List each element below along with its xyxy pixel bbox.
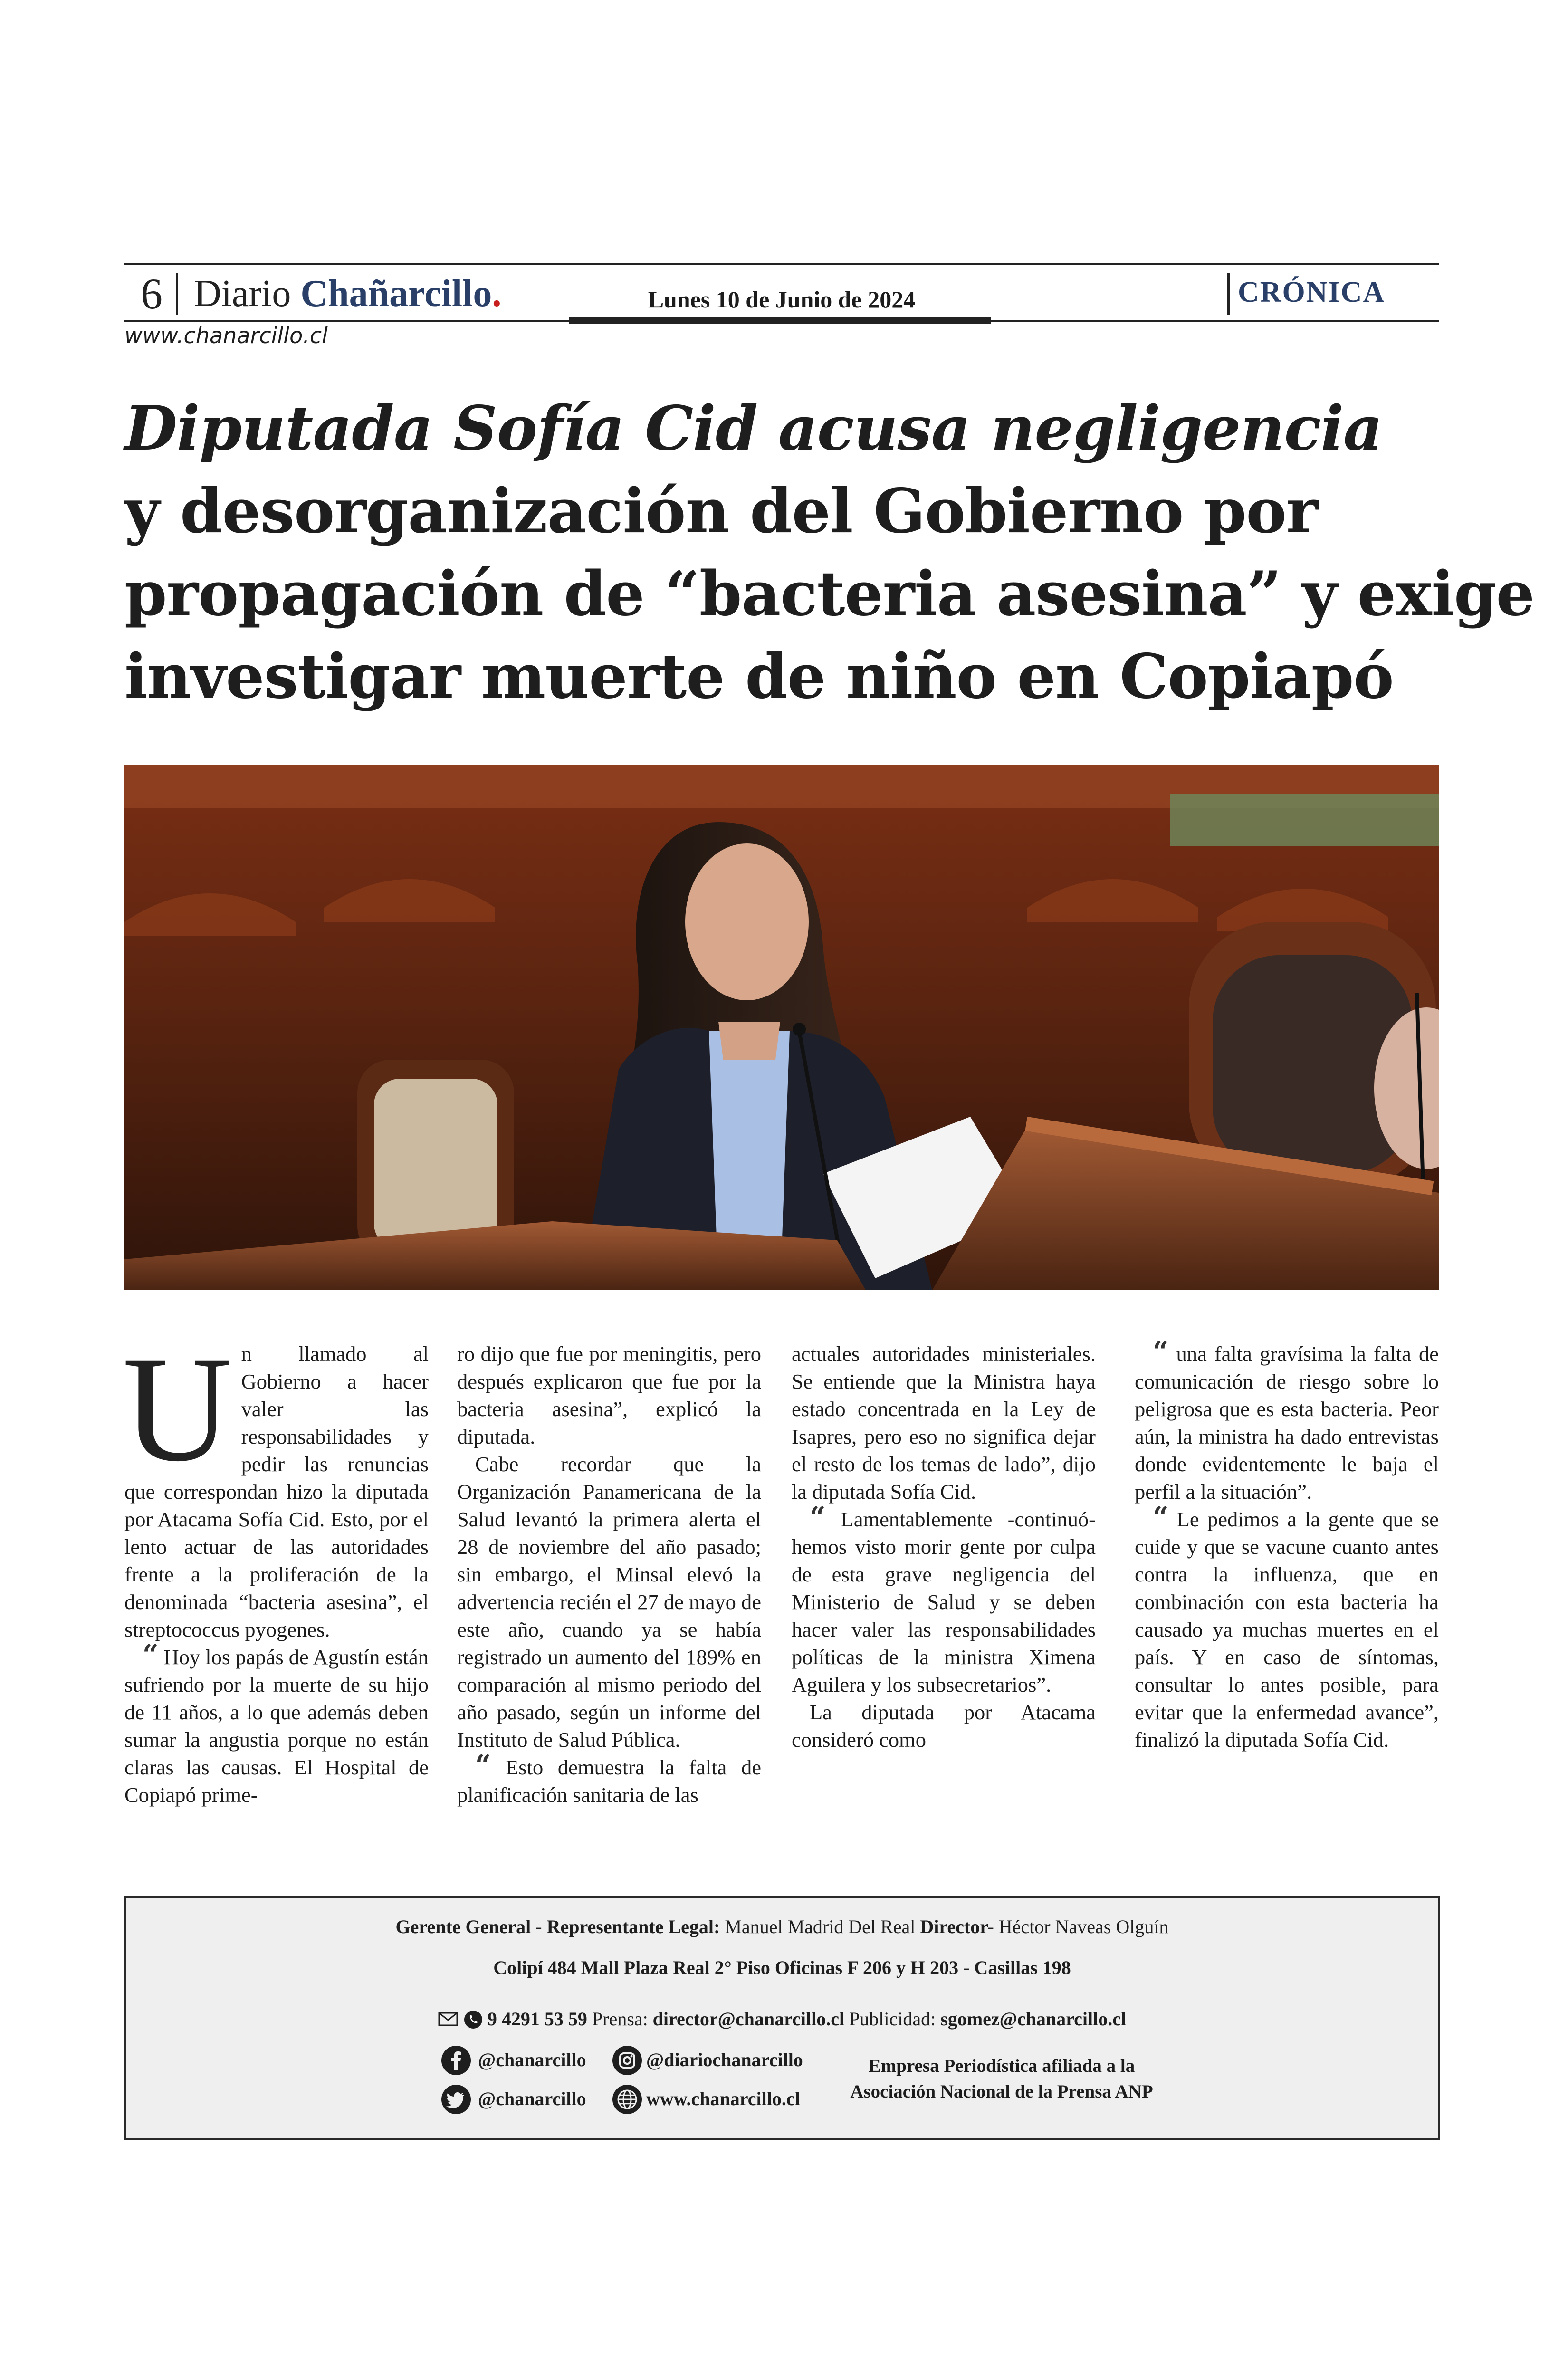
article-column-3: [792, 1340, 1096, 1753]
twitter-handle[interactable]: @chanarcillo: [478, 2088, 586, 2109]
publicidad-email[interactable]: sgomez@chanarcillo.cl: [940, 2008, 1127, 2030]
paragraph-text: n llamado al Gobierno a hacer valer las responsabilidades y pedir las renuncias que correspondan hizo la diputada por Atacama Sofía Cid. Esto, por el lento actuar de las autoridades frente a la proliferación de la denominada “bacteria asesina”, el streptococcus pyogenes.: [124, 1342, 429, 1641]
article-column-2: [457, 1340, 761, 1809]
quote-mark-icon: “: [475, 1749, 491, 1781]
article-paragraph: Cabe recordar que la Organización Panamericana de la Salud levantó la primera alerta el 28 de noviembre del año pasado; sin embargo, el Minsal elevó la advertencia recién el 27 de mayo de este año, cuando ya se había registrado un aumento del 189% en comparación al mismo periodo del año pasado, según un informe del Instituto de Salud Pública.: [457, 1452, 761, 1752]
quote-mark-icon: “: [810, 1501, 826, 1533]
article-paragraph: [1135, 1335, 1439, 1505]
page-number-separator: [176, 273, 178, 315]
prensa-label: Prensa:: [587, 2008, 653, 2030]
mail-icon: [438, 2011, 459, 2027]
headline-line-2: y desorganización del Gobierno por: [124, 476, 1318, 547]
footer-address: Colipí 484 Mall Plaza Real 2° Piso Oficinas F 206 y H 203 - Casillas 198: [493, 1957, 1071, 1978]
director-name: Héctor Naveas Olguín: [994, 1916, 1169, 1937]
paragraph-text: Esto demuestra la falta de planificación sanitaria de las: [457, 1755, 761, 1807]
website-link[interactable]: www.chanarcillo.cl: [646, 2088, 800, 2109]
prensa-email[interactable]: director@chanarcillo.cl: [652, 2008, 845, 2030]
twitter-icon[interactable]: [441, 2084, 471, 2115]
page-number: 6: [141, 269, 163, 318]
article-paragraph: ro dijo que fue por meningitis, pero después explicaron que fue por la bacteria asesina”, explicó la diputada.: [457, 1342, 761, 1448]
instagram-handle[interactable]: @diariochanarcillo: [646, 2049, 803, 2070]
article-column-4: [1135, 1335, 1439, 1753]
publication-name: [194, 270, 501, 317]
phone-icon: [464, 2010, 483, 2029]
website-url[interactable]: www.chanarcillo.cl: [124, 323, 328, 348]
quote-mark-icon: “: [143, 1638, 159, 1671]
article-paragraph: actuales autoridades ministeriales. Se entiende que la Ministra haya estado concentrada en la Ley de Isapres, pero eso no significa dejar el resto de los temas de lado”, dijo la diputada Sofía Cid.: [792, 1342, 1096, 1504]
article-paragraph: [124, 1638, 429, 1809]
globe-icon[interactable]: [612, 2084, 642, 2115]
footer-management-line: [126, 1914, 1438, 1940]
headline: [124, 387, 1534, 718]
facebook-handle[interactable]: @chanarcillo: [478, 2049, 586, 2070]
paragraph-text: Lamentablemente -continuó- hemos visto morir gente por culpa de esta grave negligencia del Ministerio de Salud y se deben hacer valer las responsabilidades políticas de la ministra Ximena Aguilera y los subsecretarios”.: [792, 1507, 1096, 1696]
section-separator: [1227, 273, 1230, 315]
headline-line-3: propagación de “bacteria asesina” y exige: [124, 558, 1534, 630]
paragraph-text: Le pedimos a la gente que se cuide y que se vacune cuanto antes contra la influenza, que en combinación con esta bacteria ha causado ya muchas muertes en el país. Y en caso de síntomas, consultar lo antes posible, para evitar que la enfermedad avance”, finalizó la diputada Sofía Cid.: [1135, 1507, 1439, 1752]
gm-label: Gerente General - Representante Legal:: [395, 1916, 720, 1937]
anp-line-1: Empresa Periodística afiliada a la: [868, 2056, 1135, 2076]
quote-mark-icon: “: [1153, 1501, 1169, 1533]
director-label: Director-: [920, 1916, 994, 1937]
paragraph-text: una falta gravísima la falta de comunicación de riesgo sobre lo peligrosa que es esta bacteria. Peor aún, la ministra ha dado entrevistas donde evidentemente le baja el perfil a la situación”.: [1135, 1342, 1439, 1504]
publication-name-plain: Diario: [194, 273, 301, 315]
article-paragraph: [1135, 1501, 1439, 1753]
article-paragraph: [792, 1501, 1096, 1698]
drop-cap: U: [123, 1325, 232, 1493]
section-label: CRÓNICA: [1238, 276, 1386, 308]
anp-line-2: Asociación Nacional de la Prensa ANP: [850, 2081, 1153, 2102]
paragraph-text: Hoy los papás de Agustín están sufriendo por la muerte de su hijo de 11 años, a lo que además deben sumar la angustia porque no están claras las causas. El Hospital de Copiapó prime-: [124, 1645, 429, 1807]
photo-of-deputy-speaking-in-chamber: [124, 765, 1439, 1290]
masthead-footer: [124, 1896, 1440, 2140]
footer-contact-line: [126, 2006, 1438, 2032]
headline-line-4: investigar muerte de niño en Copiapó: [124, 641, 1394, 712]
date-underline-bar: [569, 317, 991, 324]
article-column-1: [123, 1325, 429, 1809]
publication-name-dot: .: [492, 273, 502, 315]
publication-name-bold: Chañarcillo: [300, 273, 492, 315]
article-photo: [124, 765, 1439, 1290]
publicidad-label: Publicidad:: [844, 2008, 941, 2030]
quote-mark-icon: “: [1153, 1335, 1169, 1368]
instagram-icon[interactable]: [612, 2045, 642, 2076]
phone-number[interactable]: 9 4291 53 59: [487, 2008, 587, 2030]
issue-date: Lunes 10 de Junio de 2024: [648, 286, 916, 313]
headline-line-1: Diputada Sofía Cid acusa negligencia: [124, 393, 1383, 464]
gm-name: Manuel Madrid Del Real: [720, 1916, 920, 1937]
facebook-icon[interactable]: [441, 2045, 471, 2076]
article-paragraph: La diputada por Atacama consideró como: [792, 1700, 1096, 1752]
anp-affiliation: [807, 2053, 1196, 2105]
article-lead-paragraph: [123, 1325, 429, 1643]
header-top-rule: [124, 263, 1439, 265]
article-paragraph: [457, 1749, 761, 1809]
